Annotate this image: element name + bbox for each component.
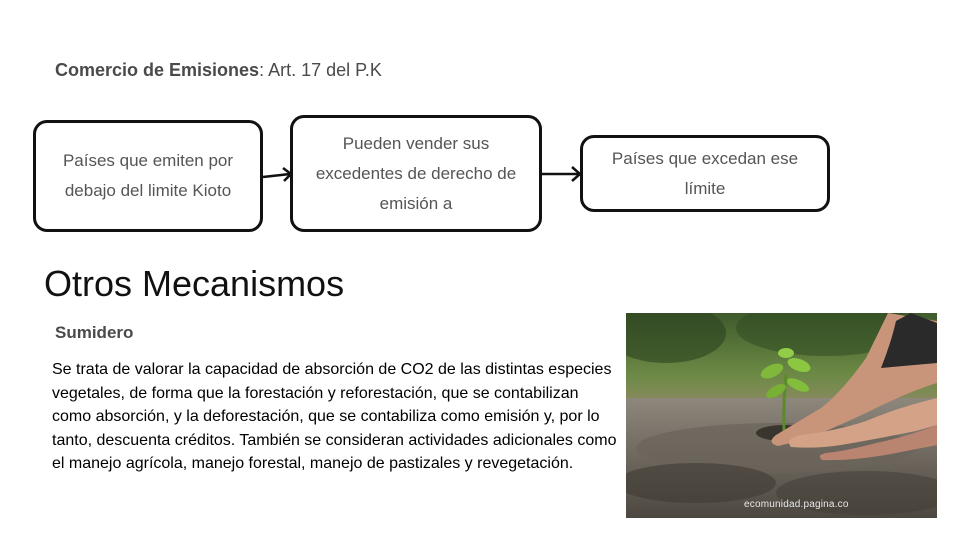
sink-title: Sumidero bbox=[55, 323, 134, 342]
flow-box-exceed-limit bbox=[580, 135, 830, 212]
photo-watermark: ecomunidad.pagina.co bbox=[744, 499, 849, 510]
flow-arrow-1 bbox=[262, 165, 294, 185]
subtitle bbox=[55, 60, 382, 81]
flow-box-sell-excess bbox=[290, 115, 542, 232]
section-heading: Otros Mecanismos bbox=[44, 263, 345, 304]
flow-box-emit-below bbox=[33, 120, 263, 232]
flow-box-exceed-limit-text: Países que excedan ese límite bbox=[611, 148, 799, 198]
sink-description: Se trata de valorar la capacidad de absorción de CO2 de las distintas especies vegetales, de forma que la forestación y reforestación, que se contabilizan como absorción, y la deforestación, que se contabiliza como emisión y, por lo tanto, descuenta créditos. También se consideran actividades adicionales como el manejo agrícola, manejo forestal, manejo de pastizales y revegetación. bbox=[52, 361, 617, 472]
flow-arrow-2 bbox=[541, 164, 583, 184]
subtitle-rest: : Art. 17 del P.K bbox=[259, 60, 382, 80]
planting-photo bbox=[626, 313, 937, 518]
planting-illustration bbox=[626, 313, 937, 518]
flow-box-sell-excess-text: Pueden vender sus excedentes de derecho de emisión a bbox=[315, 133, 517, 213]
subtitle-bold: Comercio de Emisiones bbox=[55, 60, 260, 80]
flow-box-emit-below-text: Países que emiten por debajo del limite Kioto bbox=[62, 151, 234, 200]
